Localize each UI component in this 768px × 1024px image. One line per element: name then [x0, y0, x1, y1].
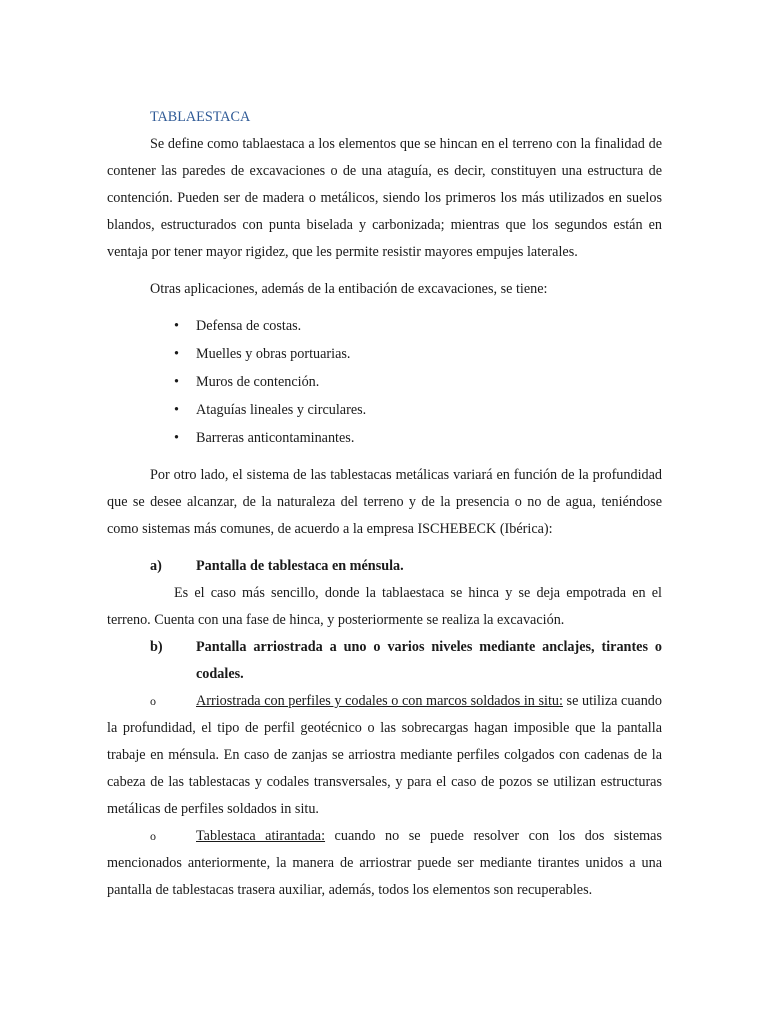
applications-list — [107, 313, 662, 453]
section-b-item-1 — [107, 688, 662, 823]
other-applications-paragraph: Otras aplicaciones, además de la entibación de excavaciones, se tiene: — [150, 281, 548, 297]
list-item: • Muros de contención. — [107, 369, 662, 397]
document-page — [107, 104, 662, 904]
bullet-icon: • — [174, 346, 179, 362]
bullet-icon: • — [174, 402, 179, 418]
section-a-heading — [107, 553, 662, 580]
bullet-icon: • — [174, 430, 179, 446]
bullet-icon: • — [174, 374, 179, 390]
section-b-item-2 — [107, 823, 662, 904]
section-b-item-1-label: Arriostrada con perfiles y codales o con marcos soldados in situ: — [196, 693, 563, 709]
section-b-marker: b) — [150, 639, 163, 655]
list-item: • Defensa de costas. — [107, 313, 662, 341]
intro-paragraph: Se define como tablaestaca a los elementos que se hincan en el terreno con la finalidad de contener las paredes de excavaciones o de una ataguía, es decir, constituyen una estructura de contención. Pueden ser de madera o metálicos, siendo los primeros los más utilizados en suelos blandos, estructurados con punta biselada y carbonizada; mientras que los segundos están en ventaja por tener mayor rigidez, que les permite resistir mayores empujes laterales. — [107, 136, 662, 260]
list-item: • Muelles y obras portuarias. — [107, 341, 662, 369]
section-a-title: Pantalla de tablestaca en ménsula. — [196, 558, 404, 574]
section-b-item-2-text: cuando no se puede resolver con los dos sistemas mencionados anteriormente, la manera de arriostrar puede ser mediante tirantes unidos a una pantalla de tablestacas trasera auxiliar, además, todos los elementos son recuperables. — [107, 828, 663, 898]
circle-bullet-icon: o — [150, 829, 156, 843]
section-b-item-1-text: se utiliza cuando la profundidad, el tipo de perfil geotécnico o las sobrecargas hagan imposible que la pantalla trabaje en ménsula. En caso de zanjas se arriostra mediante perfiles colgados con cadenas de la cabeza de las tablestacas y codales transversales, y para el caso de pozos se utilizan estructuras metálicas de perfiles soldados in situ. — [107, 693, 662, 817]
section-b-item-2-label: Tablestaca atirantada: — [196, 828, 326, 844]
section-title: TABLAESTACA — [150, 109, 251, 125]
systems-intro-paragraph: Por otro lado, el sistema de las tablestacas metálicas variará en función de la profundidad que se desee alcanzar, de la naturaleza del terreno y de la presencia o no de agua, teniéndose como sistemas más comunes, de acuerdo a la empresa ISCHEBECK (Ibérica): — [107, 467, 662, 537]
circle-bullet-icon: o — [150, 694, 156, 708]
list-item: • Barreras anticontaminantes. — [107, 425, 662, 453]
list-item: • Ataguías lineales y circulares. — [107, 397, 662, 425]
bullet-icon: • — [174, 318, 179, 334]
section-b-heading — [107, 634, 662, 688]
section-b-title: Pantalla arriostrada a uno o varios niveles mediante anclajes, tirantes o codales. — [196, 639, 662, 682]
section-a-body: Es el caso más sencillo, donde la tablaestaca se hinca y se deja empotrada en el terreno. Cuenta con una fase de hinca, y posteriormente se realiza la excavación. — [107, 585, 662, 628]
section-a-marker: a) — [150, 558, 162, 574]
